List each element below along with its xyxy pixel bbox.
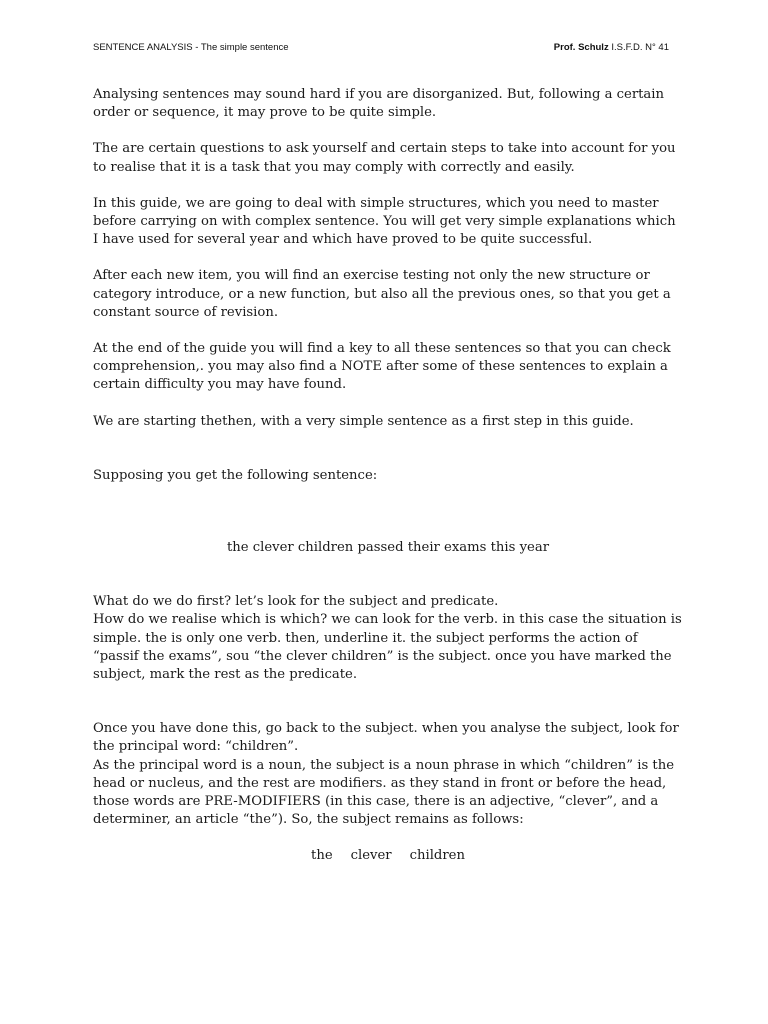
paragraph-principal-word: Once you have done this, go back to the subject. when you analyse the subject, look for the principal word: “children”.	[93, 721, 679, 755]
page-header	[93, 42, 669, 56]
document-body	[93, 86, 683, 884]
header-title: SENTENCE ANALYSIS - The simple sentence	[93, 42, 289, 53]
paragraph-verb-explanation: How do we realise which is which? we can look for the verb. in this case the situation is simple. the is only one verb. then, underline it. the subject performs the action of “passif the exams”, sou “the clever children” is the subject. once you have marked the subject, mark the rest as the predicate.	[93, 612, 682, 683]
paragraph-first-step: What do we do first? let’s look for the subject and predicate.	[93, 594, 499, 610]
paragraph-supposing: Supposing you get the following sentence:	[93, 467, 378, 483]
header-author	[554, 42, 669, 53]
paragraph-guide: In this guide, we are going to deal with simple structures, which you need to master before carrying on with complex sentence. You will get very simple explanations which I have used for several year and which have proved to be quite successful.	[93, 195, 676, 248]
header-author-name: Prof. Schulz	[553, 42, 609, 53]
paragraph-premodifiers: As the principal word is a noun, the subject is a noun phrase in which “children” is the head or nucleus, and the rest are modifiers. as they stand in front or before the head, those words are PRE-MODIFIERS (in this case, there is an adjective, “clever”, and a determiner, an article “the”). So, the subject remains as follows:	[93, 757, 674, 828]
paragraph-intro: Analysing sentences may sound hard if you are disorganized. But, following a certain order or sequence, it may prove to be quite simple.	[93, 87, 665, 121]
paragraph-exercises: After each new item, you will find an exercise testing not only the new structure or category introduce, or a new function, but also all the previous ones, so that you get a constant source of revision.	[93, 268, 671, 320]
subject-breakdown	[93, 847, 683, 865]
paragraph-head-analysis	[93, 720, 683, 829]
paragraph-subject-predicate	[93, 593, 683, 684]
subject-word-head: children	[409, 848, 465, 864]
subject-word-adjective: clever	[350, 848, 392, 864]
paragraph-start: We are starting thethen, with a very simple sentence as a first step in this guide.	[93, 413, 634, 429]
subject-word-determiner: the	[311, 848, 333, 864]
paragraph-key: At the end of the guide you will find a key to all these sentences so that you can check comprehension,. you may also find a NOTE after some of these sentences to explain a certain difficulty you may have found.	[93, 341, 671, 393]
example-sentence: the clever children passed their exams this year	[226, 540, 550, 556]
header-institute: I.S.F.D. N° 41	[608, 42, 669, 53]
paragraph-questions: The are certain questions to ask yourself and certain steps to take into account for you to realise that it is a task that you may comply with correctly and easily.	[93, 141, 676, 175]
